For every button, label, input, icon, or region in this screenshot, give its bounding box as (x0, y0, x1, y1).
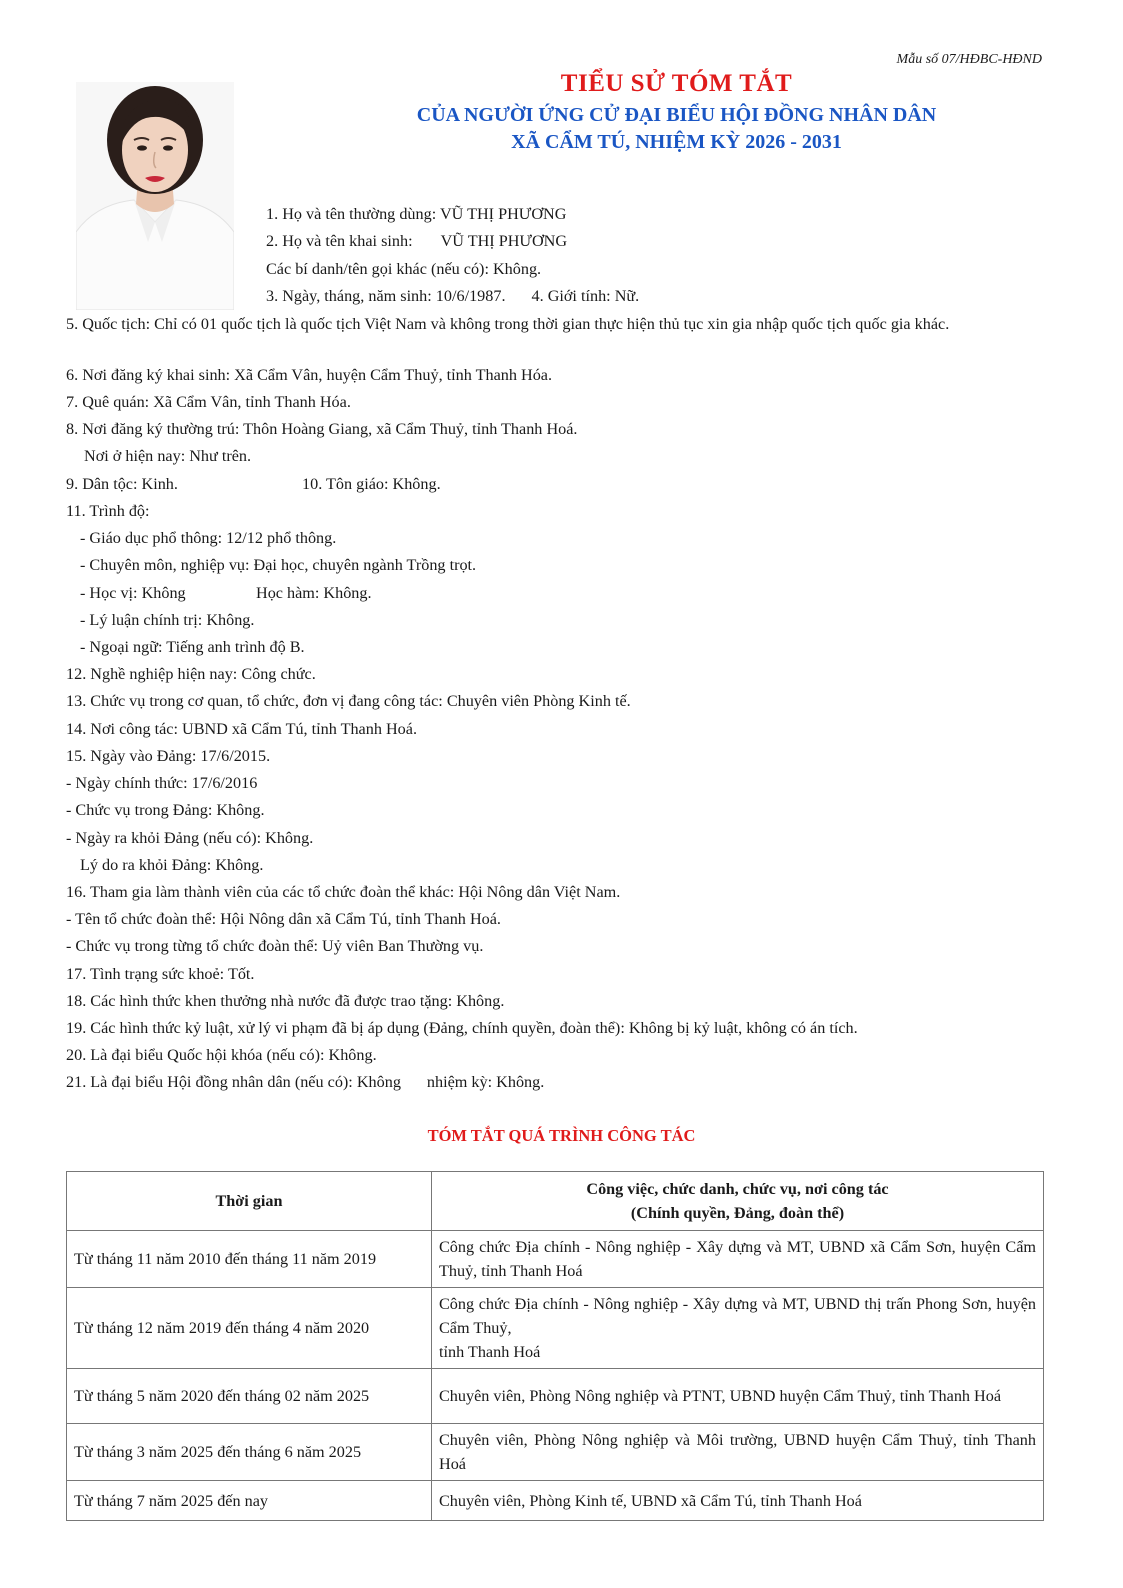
bio-hometown: 7. Quê quán: Xã Cẩm Vân, tỉnh Thanh Hóa. (66, 393, 351, 411)
row-job-text: Công chức Địa chính - Nông nghiệp - Xây dựng và MT, UBND thị trấn Phong Sơn, huyện Cẩm Thuỷ, (439, 1295, 1036, 1337)
row-time: Từ tháng 12 năm 2019 đến tháng 4 năm 2020 (67, 1288, 432, 1369)
table-header-row (67, 1172, 1044, 1231)
document-title (230, 70, 1123, 154)
row-job (432, 1288, 1044, 1369)
title-line-3: XÃ CẨM TÚ, NHIỆM KỲ 2026 - 2031 (511, 131, 842, 153)
bio-birth-registration: 6. Nơi đăng ký khai sinh: Xã Cẩm Vân, huyện Cẩm Thuỷ, tỉnh Thanh Hóa. (66, 366, 553, 384)
row-job: Chuyên viên, Phòng Kinh tế, UBND xã Cẩm Tú, tỉnh Thanh Hoá (432, 1481, 1044, 1521)
title-line-2: CỦA NGƯỜI ỨNG CỬ ĐẠI BIỂU HỘI ĐỒNG NHÂN DÂN (416, 104, 937, 126)
bio-foreign-language: - Ngoại ngữ: Tiếng anh trình độ B. (80, 638, 305, 656)
bio-occupation: 12. Nghề nghiệp hiện nay: Công chức. (66, 665, 316, 683)
bio-workplace: 14. Nơi công tác: UBND xã Cẩm Tú, tỉnh Thanh Hoá. (66, 720, 417, 738)
row-time: Từ tháng 7 năm 2025 đến nay (67, 1481, 432, 1521)
bio-party-join-date: 15. Ngày vào Đảng: 17/6/2015. (66, 747, 271, 765)
bio-organization-position: - Chức vụ trong từng tổ chức đoàn thể: Uỷ viên Ban Thường vụ. (66, 937, 484, 955)
portrait-photo (76, 82, 234, 310)
header-job-line-2: (Chính quyền, Đảng, đoàn thể) (630, 1204, 845, 1222)
bio-birth-name (266, 230, 567, 252)
table-row (67, 1424, 1044, 1481)
work-history-table (66, 1171, 1044, 1521)
bio-birth-name-label: 2. Họ và tên khai sinh: (266, 232, 413, 250)
form-code: Mẫu số 07/HĐBC-HĐND (896, 52, 1042, 67)
header-job-line-1: Công việc, chức danh, chức vụ, nơi công tác (586, 1180, 889, 1198)
bio-common-name: 1. Họ và tên thường dùng: VŨ THỊ PHƯƠNG (266, 205, 567, 223)
title-line-1: TIỂU SỬ TÓM TẮT (560, 70, 793, 97)
row-time: Từ tháng 5 năm 2020 đến tháng 02 năm 2025 (67, 1369, 432, 1424)
bio-health: 17. Tình trạng sức khoẻ: Tốt. (66, 965, 255, 983)
bio-ethnicity: 9. Dân tộc: Kinh. (66, 475, 178, 493)
bio-birthdate-gender (266, 285, 639, 307)
bio-party-leave-date: - Ngày ra khỏi Đảng (nếu có): Không. (66, 829, 314, 847)
bio-nationality: 5. Quốc tịch: Chỉ có 01 quốc tịch là quốc tịch Việt Nam và không trong thời gian thực hiện thủ tục xin gia nhập quốc tịch quốc gia khác. (66, 315, 950, 333)
bio-awards: 18. Các hình thức khen thưởng nhà nước đã được trao tặng: Không. (66, 992, 505, 1010)
bio-political-theory: - Lý luận chính trị: Không. (80, 611, 255, 629)
table-row (67, 1231, 1044, 1288)
bio-specialization: - Chuyên môn, nghiệp vụ: Đại học, chuyên ngành Trồng trọt. (80, 556, 477, 574)
bio-discipline: 19. Các hình thức kỷ luật, xử lý vi phạm đã bị áp dụng (Đảng, chính quyền, đoàn thể): Không bị kỷ luật, không có án tích. (66, 1019, 858, 1037)
bio-organizations: 16. Tham gia làm thành viên của các tổ chức đoàn thể khác: Hội Nông dân Việt Nam. (66, 883, 621, 901)
row-job: Chuyên viên, Phòng Nông nghiệp và Môi trường, UBND huyện Cẩm Thuỷ, tỉnh Thanh Hoá (432, 1424, 1044, 1481)
bio-council-member-value: 21. Là đại biểu Hội đồng nhân dân (nếu có): Không (66, 1073, 401, 1091)
bio-national-assembly: 20. Là đại biểu Quốc hội khóa (nếu có): Không. (66, 1046, 377, 1064)
row-job: Công chức Địa chính - Nông nghiệp - Xây dựng và MT, UBND xã Cẩm Sơn, huyện Cẩm Thuỷ, tỉnh Thanh Hoá (432, 1231, 1044, 1288)
bio-birthdate: 3. Ngày, tháng, năm sinh: 10/6/1987. (266, 287, 506, 305)
bio-permanent-residence: 8. Nơi đăng ký thường trú: Thôn Hoàng Giang, xã Cẩm Thuỷ, tỉnh Thanh Hoá. (66, 420, 578, 438)
bio-council-member (66, 1071, 544, 1093)
table-row (67, 1288, 1044, 1369)
bio-organization-name: - Tên tổ chức đoàn thể: Hội Nông dân xã Cẩm Tú, tỉnh Thanh Hoá. (66, 910, 501, 928)
bio-academic-title: Học hàm: Không. (256, 584, 372, 602)
row-job-text-cont: tỉnh Thanh Hoá (439, 1343, 541, 1361)
header-time: Thời gian (67, 1172, 432, 1231)
bio-party-leave-reason: Lý do ra khỏi Đảng: Không. (80, 856, 264, 874)
header-job (432, 1172, 1044, 1231)
bio-position: 13. Chức vụ trong cơ quan, tổ chức, đơn vị đang công tác: Chuyên viên Phòng Kinh tế. (66, 692, 631, 710)
bio-party-position: - Chức vụ trong Đảng: Không. (66, 801, 265, 819)
row-time: Từ tháng 3 năm 2025 đến tháng 6 năm 2025 (67, 1424, 432, 1481)
bio-party-official-date: - Ngày chính thức: 17/6/2016 (66, 774, 258, 792)
bio-current-residence: Nơi ở hiện nay: Như trên. (84, 447, 252, 465)
bio-alias: Các bí danh/tên gọi khác (nếu có): Không. (266, 260, 542, 278)
bio-gender: 4. Giới tính: Nữ. (531, 287, 640, 305)
row-job: Chuyên viên, Phòng Nông nghiệp và PTNT, UBND huyện Cẩm Thuỷ, tỉnh Thanh Hoá (432, 1369, 1044, 1424)
bio-council-term: nhiệm kỳ: Không. (426, 1073, 545, 1091)
table-row (67, 1369, 1044, 1424)
bio-birth-name-value: VŨ THỊ PHƯƠNG (440, 232, 568, 250)
table-row (67, 1481, 1044, 1521)
work-history-title: TÓM TẮT QUÁ TRÌNH CÔNG TÁC (427, 1126, 696, 1145)
bio-education-heading: 11. Trình độ: (66, 502, 150, 520)
bio-religion: 10. Tôn giáo: Không. (302, 475, 441, 493)
row-time: Từ tháng 11 năm 2010 đến tháng 11 năm 2019 (67, 1231, 432, 1288)
bio-general-education: - Giáo dục phổ thông: 12/12 phổ thông. (80, 529, 337, 547)
bio-degree: - Học vị: Không (80, 584, 186, 602)
